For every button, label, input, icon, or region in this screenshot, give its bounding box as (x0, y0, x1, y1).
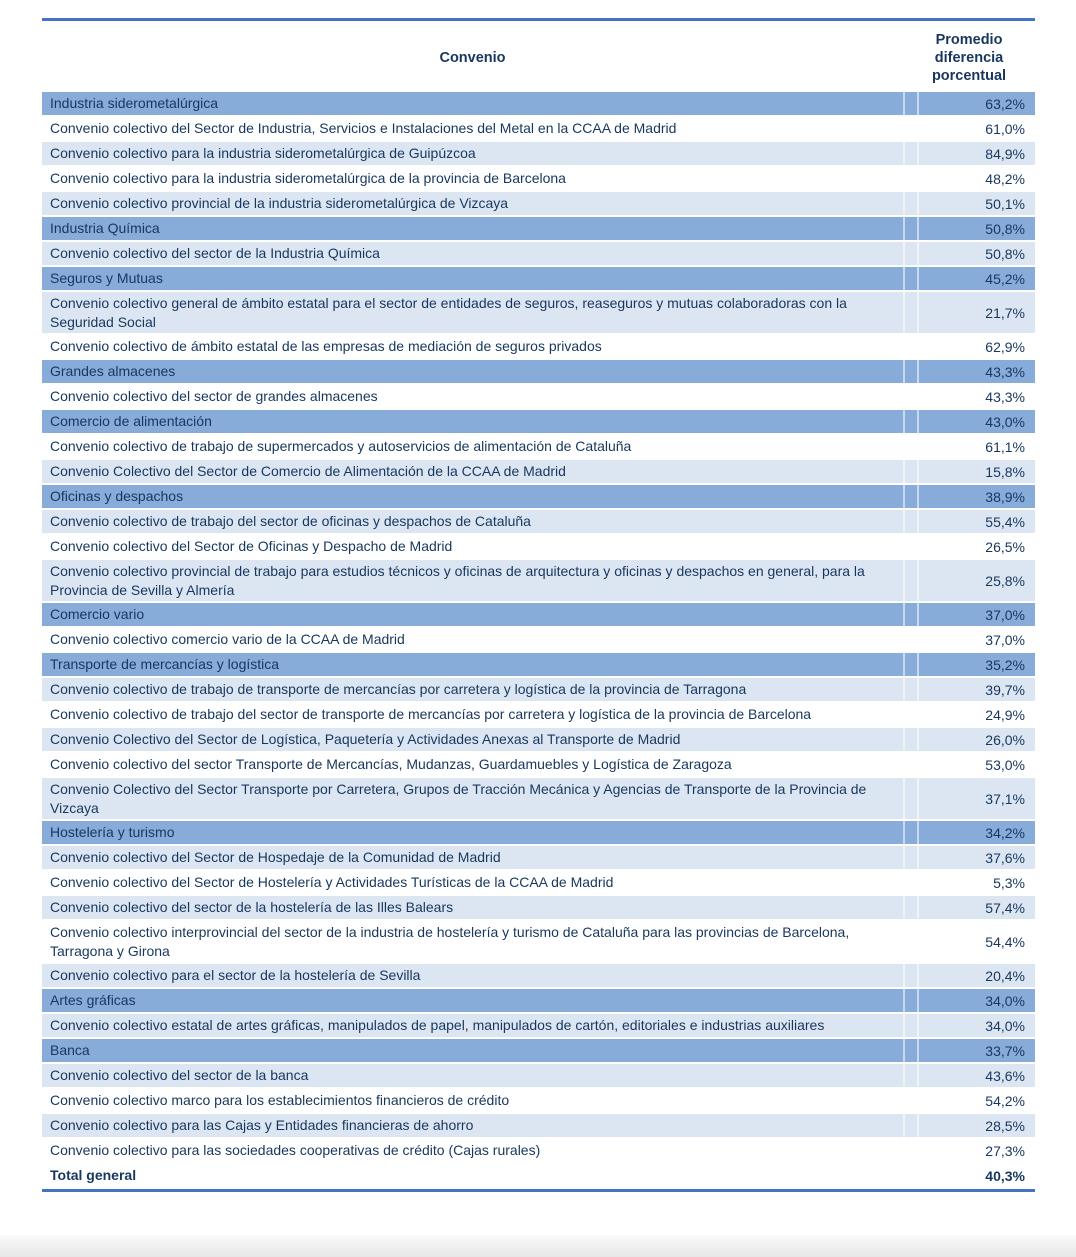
promedio-value-cell: 45,2% (985, 270, 1025, 287)
table-row (42, 535, 1035, 558)
convenio-cell: Convenio colectivo del sector Transporte de Mercancías, Mudanzas, Guardamuebles y Logística de Zaragoza (50, 756, 732, 773)
table-row (42, 846, 1035, 869)
table-row (42, 1089, 1035, 1112)
convenio-cell: Convenio colectivo marco para los establecimientos financieros de crédito (50, 1092, 510, 1109)
column-spacer (905, 728, 917, 751)
promedio-value-cell: 43,3% (985, 388, 1025, 405)
table-row (42, 335, 1035, 358)
column-spacer (905, 653, 917, 676)
promedio-value-cell: 55,4% (985, 513, 1025, 530)
table-row (42, 167, 1035, 190)
convenio-cell: Comercio de alimentación (50, 413, 212, 430)
column-spacer (905, 778, 917, 819)
convenio-cell: Convenio colectivo del sector de la Industria Química (50, 245, 380, 262)
promedio-value-cell: 54,2% (985, 1092, 1025, 1109)
table-row-category (42, 989, 1035, 1012)
promedio-value-cell: 37,0% (985, 631, 1025, 648)
table-row (42, 678, 1035, 701)
promedio-value-cell: 24,9% (985, 706, 1025, 723)
convenio-cell: Comercio vario (50, 606, 145, 623)
promedio-value-cell: 53,0% (985, 756, 1025, 773)
table-row-category (42, 603, 1035, 626)
column-spacer (905, 1014, 917, 1037)
column-spacer (905, 92, 917, 115)
convenio-cell: Convenio colectivo general de ámbito estatal para el sector de entidades de seguros, reaseguros y mutuas colaboradoras con la Seguridad Social (50, 295, 847, 330)
table-row (42, 753, 1035, 776)
promedio-value-cell: 15,8% (985, 463, 1025, 480)
column-header-convenio: Convenio (439, 49, 506, 66)
table-row (42, 142, 1035, 165)
column-spacer (905, 989, 917, 1012)
promedio-value-cell: 48,2% (985, 170, 1025, 187)
promedio-value-cell: 38,9% (985, 488, 1025, 505)
column-spacer (905, 217, 917, 240)
promedio-value-cell: 20,4% (985, 967, 1025, 984)
promedio-value-cell: 35,2% (985, 656, 1025, 673)
convenio-cell: Convenio colectivo del sector de la hostelería de las Illes Balears (50, 899, 454, 916)
promedio-value-cell: 43,3% (985, 363, 1025, 380)
convenio-cell: Seguros y Mutuas (50, 270, 163, 287)
column-spacer (905, 921, 917, 962)
column-spacer (905, 871, 917, 894)
convenio-cell: Convenio Colectivo del Sector de Logística, Paquetería y Actividades Anexas al Transporte de Madrid (50, 731, 681, 748)
table-rows (42, 92, 1035, 1192)
convenios-table (42, 18, 1035, 1192)
convenio-cell: Convenio colectivo de trabajo del sector de transporte de mercancías por carretera y logística de la provincia de Barcelona (50, 706, 812, 723)
convenio-cell: Convenio colectivo de ámbito estatal de las empresas de mediación de seguros privados (50, 338, 602, 355)
column-spacer (905, 510, 917, 533)
table-row-category (42, 410, 1035, 433)
column-spacer (905, 142, 917, 165)
column-spacer (905, 560, 917, 601)
column-spacer (905, 167, 917, 190)
column-spacer (905, 703, 917, 726)
column-spacer (905, 117, 917, 140)
table-row (42, 242, 1035, 265)
promedio-value-cell: 43,6% (985, 1067, 1025, 1084)
convenio-cell: Convenio colectivo comercio vario de la CCAA de Madrid (50, 631, 405, 648)
promedio-value-cell: 34,2% (985, 824, 1025, 841)
promedio-value-cell: 33,7% (985, 1042, 1025, 1059)
promedio-value-cell: 63,2% (985, 95, 1025, 112)
column-spacer (905, 267, 917, 290)
convenio-cell: Convenio colectivo de trabajo del sector de oficinas y despachos de Cataluña (50, 513, 531, 530)
promedio-value-cell: 61,1% (985, 438, 1025, 455)
convenio-cell: Convenio colectivo para las Cajas y Entidades financieras de ahorro (50, 1117, 474, 1134)
promedio-value-cell: 50,8% (985, 245, 1025, 262)
table-row (42, 510, 1035, 533)
column-spacer (905, 753, 917, 776)
promedio-value-cell: 54,4% (985, 933, 1025, 950)
convenio-cell: Convenio colectivo del Sector de Industria, Servicios e Instalaciones del Metal en la CCAA de Madrid (50, 120, 677, 137)
table-row (42, 628, 1035, 651)
convenio-cell: Convenio colectivo del sector de grandes almacenes (50, 388, 378, 405)
table-row (42, 385, 1035, 408)
table-row (42, 1014, 1035, 1037)
column-spacer (905, 1039, 917, 1062)
convenio-cell: Total general (50, 1167, 137, 1184)
promedio-value-cell: 34,0% (985, 992, 1025, 1009)
promedio-value-cell: 84,9% (985, 145, 1025, 162)
table-row (42, 1114, 1035, 1137)
table-row-category (42, 653, 1035, 676)
promedio-value-cell: 28,5% (985, 1117, 1025, 1134)
table-row (42, 292, 1035, 333)
column-spacer (905, 410, 917, 433)
convenio-cell: Convenio colectivo interprovincial del sector de la industria de hostelería y turismo de Cataluña para las provincias de Barcelona, Tarragona y Girona (50, 924, 850, 959)
table-row (42, 117, 1035, 140)
table-row (42, 435, 1035, 458)
column-spacer (905, 821, 917, 844)
column-spacer (905, 1089, 917, 1112)
table-row-category (42, 1039, 1035, 1062)
convenio-cell: Convenio Colectivo del Sector de Comercio de Alimentación de la CCAA de Madrid (50, 463, 566, 480)
table-row (42, 778, 1035, 819)
promedio-value-cell: 25,8% (985, 572, 1025, 589)
table-row-category (42, 92, 1035, 115)
table-row (42, 1064, 1035, 1087)
convenio-cell: Banca (50, 1042, 90, 1059)
convenio-cell: Convenio colectivo para el sector de la hostelería de Sevilla (50, 967, 421, 984)
table-row (42, 1139, 1035, 1162)
table-row (42, 560, 1035, 601)
column-spacer (905, 1064, 917, 1087)
promedio-value-cell: 40,3% (985, 1167, 1025, 1184)
table-row (42, 871, 1035, 894)
column-spacer (905, 603, 917, 626)
column-spacer (905, 1164, 917, 1187)
column-spacer (905, 628, 917, 651)
table-row (42, 460, 1035, 483)
convenio-cell: Convenio colectivo para la industria siderometalúrgica de la provincia de Barcelona (50, 170, 566, 187)
promedio-value-cell: 50,8% (985, 220, 1025, 237)
column-spacer (905, 896, 917, 919)
convenio-cell: Convenio colectivo estatal de artes gráficas, manipulados de papel, manipulados de cartón, editoriales e industrias auxiliares (50, 1017, 825, 1034)
column-spacer (905, 964, 917, 987)
promedio-value-cell: 39,7% (985, 681, 1025, 698)
promedio-value-cell: 61,0% (985, 120, 1025, 137)
convenio-cell: Convenio colectivo del Sector de Hostelería y Actividades Turísticas de la CCAA de Madrid (50, 874, 614, 891)
table-row-category (42, 485, 1035, 508)
table-row-category (42, 821, 1035, 844)
convenio-cell: Convenio colectivo del Sector de Hospedaje de la Comunidad de Madrid (50, 849, 501, 866)
promedio-value-cell: 50,1% (985, 195, 1025, 212)
convenio-cell: Convenio colectivo del sector de la banca (50, 1067, 309, 1084)
column-spacer (905, 435, 917, 458)
promedio-value-cell: 37,1% (985, 790, 1025, 807)
promedio-value-cell: 34,0% (985, 1017, 1025, 1034)
column-header-promedio-diferencia-porcentual: Promedio diferencia porcentual (931, 31, 1007, 84)
convenio-cell: Convenio colectivo del Sector de Oficinas y Despacho de Madrid (50, 538, 453, 555)
page-bottom-edge (0, 1235, 1076, 1257)
column-spacer (905, 485, 917, 508)
convenio-cell: Convenio colectivo para las sociedades cooperativas de crédito (Cajas rurales) (50, 1142, 541, 1159)
promedio-value-cell: 57,4% (985, 899, 1025, 916)
convenio-cell: Artes gráficas (50, 992, 136, 1009)
convenio-cell: Convenio Colectivo del Sector Transporte por Carretera, Grupos de Tracción Mecánica y Agencias de Transporte de la Provincia de Vizcaya (50, 781, 867, 816)
promedio-value-cell: 26,0% (985, 731, 1025, 748)
table-row (42, 921, 1035, 962)
promedio-value-cell: 37,6% (985, 849, 1025, 866)
convenio-cell: Convenio colectivo provincial de la industria siderometalúrgica de Vizcaya (50, 195, 509, 212)
column-spacer (905, 192, 917, 215)
table-row-total (42, 1164, 1035, 1187)
table-row (42, 703, 1035, 726)
convenio-cell: Convenio colectivo de trabajo de transporte de mercancías por carretera y logística de la provincia de Tarragona (50, 681, 747, 698)
table-row-category (42, 267, 1035, 290)
column-spacer (905, 385, 917, 408)
column-spacer (905, 1139, 917, 1162)
column-spacer (905, 335, 917, 358)
convenio-cell: Grandes almacenes (50, 363, 176, 380)
column-spacer (905, 292, 917, 333)
table-row-category (42, 360, 1035, 383)
promedio-value-cell: 26,5% (985, 538, 1025, 555)
convenio-cell: Convenio colectivo para la industria siderometalúrgica de Guipúzcoa (50, 145, 476, 162)
promedio-value-cell: 5,3% (993, 874, 1025, 891)
table-row (42, 728, 1035, 751)
table-row-category (42, 217, 1035, 240)
convenio-cell: Industria Química (50, 220, 160, 237)
convenio-cell: Transporte de mercancías y logística (50, 656, 280, 673)
table-row (42, 192, 1035, 215)
promedio-value-cell: 62,9% (985, 338, 1025, 355)
column-spacer (905, 242, 917, 265)
column-spacer (905, 1114, 917, 1137)
promedio-value-cell: 27,3% (985, 1142, 1025, 1159)
promedio-value-cell: 21,7% (985, 304, 1025, 321)
convenio-cell: Hostelería y turismo (50, 824, 175, 841)
table-header-row (42, 18, 1035, 94)
convenio-cell: Oficinas y despachos (50, 488, 184, 505)
table-row (42, 964, 1035, 987)
promedio-value-cell: 37,0% (985, 606, 1025, 623)
column-spacer (905, 535, 917, 558)
table-row (42, 896, 1035, 919)
column-spacer (905, 846, 917, 869)
column-spacer (905, 678, 917, 701)
convenio-cell: Convenio colectivo provincial de trabajo para estudios técnicos y oficinas de arquitectura y oficinas y despachos en general, para la Provincia de Sevilla y Almería (50, 563, 865, 598)
convenio-cell: Industria siderometalúrgica (50, 95, 219, 112)
convenio-cell: Convenio colectivo de trabajo de supermercados y autoservicios de alimentación de Cataluña (50, 438, 632, 455)
column-spacer (905, 460, 917, 483)
promedio-value-cell: 43,0% (985, 413, 1025, 430)
column-spacer (905, 360, 917, 383)
